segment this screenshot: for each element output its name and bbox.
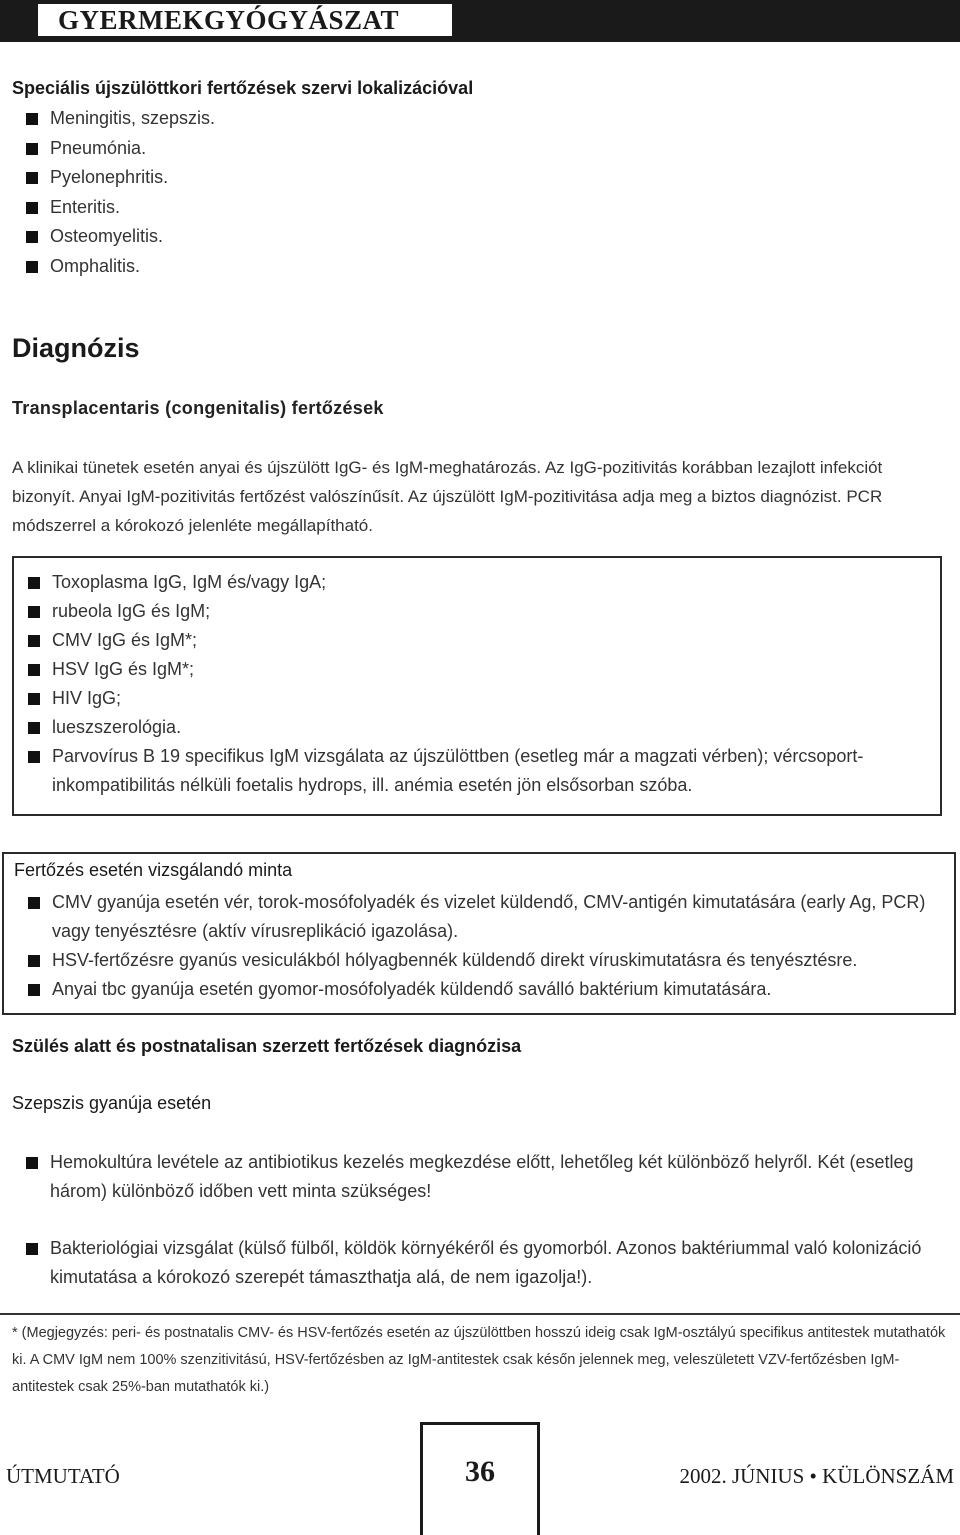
list-item: Omphalitis. xyxy=(12,254,912,284)
list-item: Toxoplasma IgG, IgM és/vagy IgA; xyxy=(14,568,914,597)
sample-box-heading: Fertőzés esetén vizsgálandó minta xyxy=(14,860,293,880)
square-bullet-icon xyxy=(26,1157,38,1169)
list-item: Parvovírus B 19 specifikus IgM vizsgálata az újszülöttben (esetleg már a magzati vérben); vércsoport-inkompatibilitás nélküli foetalis hydrops, ill. anémia esetén jön elsősorban szóba. xyxy=(14,742,914,800)
list-item: Pneumónia. xyxy=(12,136,912,166)
footer-issue: 2002. JÚNIUS • KÜLÖNSZÁM xyxy=(679,1464,954,1488)
square-bullet-icon xyxy=(28,722,40,734)
square-bullet-icon xyxy=(28,664,40,676)
list-item: HIV IgG; xyxy=(14,684,914,713)
square-bullet-icon xyxy=(28,984,40,996)
list-item: CMV IgG és IgM*; xyxy=(14,626,914,655)
diagnosis-heading: Diagnózis xyxy=(12,333,140,363)
footnote: * (Megjegyzés: peri- és postnatalis CMV- és HSV-fertőzés esetén az újszülöttben hosszú ideig csak IgM-osztályú specifikus antitestek mutathatók ki. A CMV IgM nem 100% szenzitivitású, HSV-fertőzésben az IgM-antitestek csak későn jelennek meg, veleszületett VZV-fertőzésben IgM-antitestek csak 25%-ban mutathatók ki.) xyxy=(12,1325,946,1395)
serology-list xyxy=(14,568,914,800)
square-bullet-icon xyxy=(26,172,38,184)
list-item: Enteritis. xyxy=(12,195,912,225)
square-bullet-icon xyxy=(28,577,40,589)
list-item: rubeola IgG és IgM; xyxy=(14,597,914,626)
list-item: HSV-fertőzésre gyanús vesiculákból hólyagbennék küldendő direkt víruskimutatásra és tenyésztésre. xyxy=(14,946,944,975)
square-bullet-icon xyxy=(26,113,38,125)
list-item: HSV IgG és IgM*; xyxy=(14,655,914,684)
square-bullet-icon xyxy=(26,1243,38,1255)
footnote-divider xyxy=(0,1313,960,1315)
square-bullet-icon xyxy=(28,897,40,909)
square-bullet-icon xyxy=(28,606,40,618)
square-bullet-icon xyxy=(28,693,40,705)
square-bullet-icon xyxy=(26,202,38,214)
list-item: Anyai tbc gyanúja esetén gyomor-mosófolyadék küldendő saválló baktérium kimutatására. xyxy=(14,975,944,1004)
page-title: GYERMEKGYÓGYÁSZAT xyxy=(58,5,400,35)
footer-publication: ÚTMUTATÓ xyxy=(6,1464,120,1488)
sepsis-list xyxy=(12,1148,922,1292)
list-item: Meningitis, szepszis. xyxy=(12,106,912,136)
square-bullet-icon xyxy=(28,955,40,967)
list-item: lueszszerológia. xyxy=(14,713,914,742)
organ-list xyxy=(12,106,912,283)
transplacental-subheading: Transplacentaris (congenitalis) fertőzések xyxy=(12,398,384,418)
square-bullet-icon xyxy=(26,143,38,155)
list-item: CMV gyanúja esetén vér, torok-mosófolyadék és vizelet küldendő, CMV-antigén kimutatására (early Ag, PCR) vagy tenyésztésre (aktív vírusreplikáció igazolása). xyxy=(14,888,944,946)
sample-list xyxy=(14,888,944,1004)
sepsis-subheading: Szepszis gyanúja esetén xyxy=(12,1093,212,1113)
square-bullet-icon xyxy=(28,751,40,763)
list-item: Hemokultúra levétele az antibiotikus kezelés megkezdése előtt, lehetőleg két különböző helyről. Két (esetleg három) különböző időben vett minta szükséges! xyxy=(12,1148,922,1206)
organ-section-heading: Speciális újszülöttkori fertőzések szervi lokalizációval xyxy=(12,78,474,98)
diagnosis-paragraph: A klinikai tünetek esetén anyai és újszülött IgG- és IgM-meghatározás. Az IgG-pozitivitás korábban lezajlott infekciót bizonyít. Anyai IgM-pozitivitás fertőzést valószínűsít. Az újszülött IgM-pozitivitása adja meg a biztos diagnózist. PCR módszerrel a kórokozó jelenléte megállapítható. xyxy=(12,458,883,535)
page-number: 36 xyxy=(465,1455,495,1488)
list-item: Osteomyelitis. xyxy=(12,224,912,254)
postnatal-heading: Szülés alatt és postnatalisan szerzett fertőzések diagnózisa xyxy=(12,1036,522,1056)
square-bullet-icon xyxy=(26,231,38,243)
square-bullet-icon xyxy=(28,635,40,647)
sample-box xyxy=(2,852,956,1015)
list-item: Pyelonephritis. xyxy=(12,165,912,195)
list-item: Bakteriológiai vizsgálat (külső fülből, köldök környékéről és gyomorból. Azonos baktériummal való kolonizáció kimutatása a kórokozó szerepét támaszthatja alá, de nem igazolja!). xyxy=(12,1234,922,1292)
square-bullet-icon xyxy=(26,261,38,273)
serology-box xyxy=(12,556,942,816)
